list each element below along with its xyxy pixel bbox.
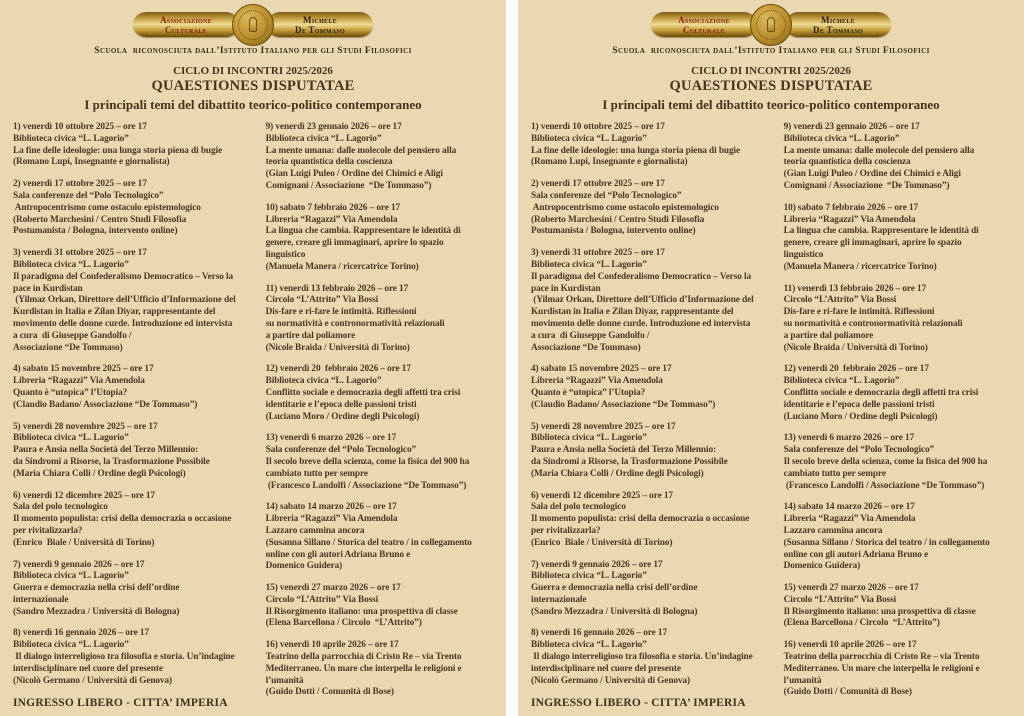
event-text-line: (Yilmaz Orkan, Direttore dell’Ufficio d’Informazione del [13,295,236,306]
founder-banner [267,12,373,37]
event-text-line: Il momento populista: crisi della democrazia o occasione [531,514,750,525]
event-text-line: online con gli autori Adriana Bruno e [265,549,411,560]
event-item [266,364,502,423]
event-text-line: Kurdistan in Italia e Zilan Diyar, rappresentante del [13,307,216,318]
event-item [531,422,771,481]
events-column-right [253,122,502,709]
event-item [531,491,771,550]
event-text-line: Libreria “Ragazzi” Via Amendola [531,376,663,387]
event-text-line: (Claudio Badano/ Associazione “De Tommaso”) [531,399,716,410]
event-text-line: Postumanista / Bologna, intervento online) [531,226,696,237]
event-text-line: La fine delle ideologie: una lunga storia piena di bugie [531,145,741,156]
event-item [13,179,253,238]
event-date-line: 8) venerdì 16 gennaio 2026 – ore 17 [13,628,150,639]
event-text-line: l’umanità [265,675,304,686]
event-text-line: a cura di Giuseppe Gandolfo / [13,330,132,341]
event-text-line: (Romano Lupi, Insegnante e giornalista) [531,157,688,168]
banner-text: Culturale [165,24,207,35]
event-text-line: Comignani / Associazione “De Tommaso”) [265,180,432,191]
event-item [13,122,253,169]
event-date-line: 7) venerdì 9 gennaio 2026 – ore 17 [13,559,145,570]
event-text-line: Sala conferenze del “Polo Tecnologico” [783,445,935,456]
event-text-line: (Susanna Sillano / Storica del teatro / in collegamento [783,537,990,548]
event-text-line: Libreria “Ragazzi” Via Amendola [13,376,145,387]
event-date-line: 2) venerdì 17 ottobre 2025 – ore 17 [13,179,147,190]
event-text-line: Quanto è “utopica” l’Utopia? [531,387,646,398]
event-text-line: Dis-fare e ri-fare le intimità. Riflessioni [265,307,417,318]
event-item [784,583,1020,630]
event-date-line: 3) venerdì 31 ottobre 2025 – ore 17 [13,248,147,259]
event-text-line: Libreria “Ragazzi” Via Amendola [783,214,916,225]
event-item [531,364,771,411]
event-date-line: 13) venerdì 6 marzo 2026 – ore 17 [783,433,915,444]
event-date-line: 11) venerdì 13 febbraio 2026 – ore 17 [783,283,927,294]
seal-figure [249,17,257,32]
event-text-line: Kurdistan in Italia e Zilan Diyar, rappresentante del [531,307,734,318]
event-item [531,560,771,619]
event-item [784,284,1020,355]
series-title: CICLO DI INCONTRI 2025/2026 [173,65,333,77]
event-item [266,502,502,573]
event-text-line: Domenico Guidera) [265,561,343,572]
event-item [784,502,1020,573]
event-date-line: 9) venerdì 23 gennaio 2026 – ore 17 [783,122,920,132]
event-text-line: per rivitalizzarla? [13,525,83,536]
event-text-line: identitarie e l’epoca delle passioni tristi [265,399,417,410]
event-item [531,179,771,238]
event-item [266,433,502,492]
banner-text: Associazione [160,14,212,25]
banner-text: De Tommaso [295,24,345,35]
event-text-line: online con gli autori Adriana Bruno e [783,549,929,560]
event-text-line: Lazzaro cammina ancora [265,525,365,536]
event-text-line: movimento delle donne curde. Introduzione ed intervista [13,318,233,329]
event-text-line: Biblioteca civica “L. Lagorio” [531,259,647,270]
event-text-line: (Nicole Braida / Università di Torino) [265,342,410,353]
event-item [13,560,253,619]
event-text-line: Postumanista / Bologna, intervento online) [13,226,178,237]
event-item [266,284,502,355]
event-text-line: (Roberto Marchesini / Centro Studi Filosofia [13,214,187,225]
flyer-page-right [518,0,1024,716]
event-date-line: 12) venerdì 20 febbraio 2026 – ore 17 [783,364,929,375]
event-text-line: teoria quantistica della coscienza [265,157,393,168]
event-text-line: Mediterraneo. Un mare che interpella le religioni e [265,663,462,674]
banner-text: De Tommaso [813,24,863,35]
event-text-line: a partire dal poliamore [265,330,356,341]
event-text-line: Il dialogo interreligioso tra filosofia e storia. Un’indagine [13,652,235,663]
event-text-line: per rivitalizzarla? [531,525,601,536]
event-text-line: Libreria “Ragazzi” Via Amendola [265,214,398,225]
event-date-line: 13) venerdì 6 marzo 2026 – ore 17 [265,433,397,444]
event-text-line: linguistico [265,249,306,260]
event-text-line: Guerra e democrazia nella crisi dell’ordine [531,583,698,594]
event-text-line: (Claudio Badano/ Associazione “De Tommaso”) [13,399,198,410]
event-text-line: interdisciplinare nel cuore del presente [13,663,163,674]
event-text-line: Circolo “L’Attrito” Via Bossi [783,295,897,306]
event-date-line: 6) venerdì 12 dicembre 2025 – ore 17 [531,490,673,501]
event-text-line: (Roberto Marchesini / Centro Studi Filosofia [531,214,705,225]
event-item [784,433,1020,492]
association-logo [0,0,506,42]
association-banner [651,12,757,37]
events-column-left [13,122,253,709]
event-text-line: internazionale [531,594,587,605]
event-text-line: Antropocentrismo come ostacolo epistemologico [531,202,719,213]
event-text-line: Associazione “De Tommaso) [13,342,123,353]
event-text-line: Libreria “Ragazzi” Via Amendola [783,514,916,525]
event-text-line: (Enrico Biale / Università di Torino) [13,537,155,548]
event-date-line: 5) venerdì 28 novembre 2025 – ore 17 [531,421,676,432]
event-item [266,640,502,699]
event-text-line: Conflitto sociale e democrazia degli affetti tra crisi [265,387,461,398]
event-text-line: (Maria Chiara Colli / Ordine degli Psicologi) [13,468,186,479]
event-text-line: Paura e Ansia nella Società del Terzo Millennio: [531,445,717,456]
event-date-line: 11) venerdì 13 febbraio 2026 – ore 17 [265,283,409,294]
event-text-line: (Elena Barcellona / Circolo “L’Attrito”) [783,618,940,629]
event-text-line: Biblioteca civica “L. Lagorio” [531,571,647,582]
event-text-line: a cura di Giuseppe Gandolfo / [531,330,650,341]
event-text-line: Quanto è “utopica” l’Utopia? [13,387,128,398]
event-text-line: Comignani / Associazione “De Tommaso”) [783,180,950,191]
event-item [13,364,253,411]
event-text-line: Teatrino della parrocchia di Cristo Re – via Trento [265,652,462,663]
event-text-line: (Nicolò Germano / Università di Genova) [13,675,173,686]
association-seal-icon [232,4,274,46]
event-text-line: Il Risorgimento italiano: una prospettiva di classe [265,606,458,617]
event-text-line: (Sandro Mezzadra / Università di Bologna) [531,606,698,617]
event-text-line: La mente umana: dalle molecole del pensiero alla [783,145,975,156]
event-text-line: (Francesco Landolfi / Associazione “De Tommaso”) [783,480,985,491]
event-text-line: genere, creare gli immaginari, aprire lo spazio [783,238,962,249]
event-text-line: cambiato tutto per sempre [783,468,886,479]
events-column-left [531,122,771,709]
event-text-line: Biblioteca civica “L. Lagorio” [265,376,382,387]
event-text-line: genere, creare gli immaginari, aprire lo spazio [265,238,444,249]
event-text-line: Circolo “L’Attrito” Via Bossi [265,295,379,306]
event-text-line: La mente umana: dalle molecole del pensiero alla [265,145,457,156]
event-text-line: (Sandro Mezzadra / Università di Bologna) [13,606,180,617]
event-text-line: da Sindromi a Risorse, la Trasformazione Possibile [13,456,210,467]
event-text-line: su normatività e contronormatività relazionali [783,318,963,329]
event-date-line: 1) venerdì 10 ottobre 2025 – ore 17 [531,122,665,132]
school-recognition-line: Scuola riconosciuta dall’Istituto Italiano per gli Studi Filosofici [94,45,412,56]
flyer-page-left [0,0,506,716]
event-text-line: Biblioteca civica “L. Lagorio” [531,133,647,144]
event-text-line: Libreria “Ragazzi” Via Amendola [265,514,398,525]
event-text-line: Lazzaro cammina ancora [783,525,883,536]
event-text-line: (Luciano Moro / Ordine degli Psicologi) [783,411,938,422]
event-text-line: (Maria Chiara Colli / Ordine degli Psicologi) [531,468,704,479]
event-text-line: Paura e Ansia nella Società del Terzo Millennio: [13,445,199,456]
event-text-line: cambiato tutto per sempre [265,468,368,479]
event-item [266,203,502,274]
event-date-line: 8) venerdì 16 gennaio 2026 – ore 17 [531,628,668,639]
event-text-line: La lingua che cambia. Rappresentare le identità di [783,226,979,237]
event-text-line: Circolo “L’Attrito” Via Bossi [783,594,897,605]
event-text-line: Conflitto sociale e democrazia degli affetti tra crisi [783,387,979,398]
event-text-line: Biblioteca civica “L. Lagorio” [265,133,382,144]
event-text-line: (Luciano Moro / Ordine degli Psicologi) [265,411,420,422]
event-item [13,628,253,687]
event-text-line: Sala conferenze del “Polo Tecnologico” [265,445,417,456]
main-title: QUAESTIONES DISPUTATAE [669,78,873,94]
event-text-line: Biblioteca civica “L. Lagorio” [13,640,129,651]
event-item [531,628,771,687]
event-text-line: (Nicolò Germano / Università di Genova) [531,675,691,686]
event-date-line: 16) venerdì 10 aprile 2026 – ore 17 [783,640,917,651]
association-seal-icon [750,4,792,46]
founder-banner [785,12,891,37]
event-text-line: (Romano Lupi, Insegnante e giornalista) [13,157,170,168]
event-date-line: 2) venerdì 17 ottobre 2025 – ore 17 [531,179,665,190]
event-text-line: Il secolo breve della scienza, come la fisica del 900 ha [783,456,988,467]
event-text-line: pace in Kurdistan [13,283,83,294]
banner-text: Culturale [683,24,725,35]
event-text-line: Biblioteca civica “L. Lagorio” [13,433,129,444]
event-date-line: 4) sabato 15 novembre 2025 – ore 17 [531,364,672,375]
event-text-line: l’umanità [783,675,822,686]
event-text-line: Il momento populista: crisi della democrazia o occasione [13,514,232,525]
event-text-line: Sala del polo tecnologico [531,502,626,513]
event-text-line: identitarie e l’epoca delle passioni tristi [783,399,935,410]
event-text-line: pace in Kurdistan [531,283,601,294]
event-text-line: La fine delle ideologie: una lunga storia piena di bugie [13,145,223,156]
subtitle: I principali temi del dibattito teorico-politico contemporaneo [602,97,940,112]
event-item [784,203,1020,274]
event-text-line: teoria quantistica della coscienza [783,157,911,168]
event-text-line: (Nicole Braida / Università di Torino) [783,342,928,353]
event-date-line: 16) venerdì 10 aprile 2026 – ore 17 [265,640,399,651]
school-recognition-line: Scuola riconosciuta dall’Istituto Italiano per gli Studi Filosofici [612,45,930,56]
events-list [518,113,1024,709]
event-text-line: (Guido Dotti / Comunità di Bose) [265,687,394,698]
event-item [13,422,253,481]
event-date-line: 15) venerdì 27 marzo 2026 – ore 17 [783,583,919,594]
event-text-line: internazionale [13,594,69,605]
event-text-line: Il dialogo interreligioso tra filosofia e storia. Un’indagine [531,652,753,663]
event-text-line: (Manuela Manera / ricercatrice Torino) [265,261,419,272]
event-text-line: linguistico [783,249,824,260]
event-text-line: Guerra e democrazia nella crisi dell’ordine [13,583,180,594]
event-date-line: 1) venerdì 10 ottobre 2025 – ore 17 [13,122,147,132]
footer-note: INGRESSO LIBERO - CITTA’ IMPERIA [531,697,746,709]
event-text-line: (Yilmaz Orkan, Direttore dell’Ufficio d’Informazione del [531,295,754,306]
seal-figure [767,17,775,32]
event-text-line: Il paradigma del Confederalismo Democratico – Verso la [13,271,234,282]
event-text-line: (Elena Barcellona / Circolo “L’Attrito”) [265,618,422,629]
event-text-line: (Guido Dotti / Comunità di Bose) [783,687,912,698]
event-text-line: interdisciplinare nel cuore del presente [531,663,681,674]
event-text-line: Antropocentrismo come ostacolo epistemologico [13,202,201,213]
event-item [266,122,502,193]
event-text-line: (Enrico Biale / Università di Torino) [531,537,673,548]
event-text-line: su normatività e contronormatività relazionali [265,318,445,329]
event-date-line: 10) sabato 7 febbraio 2026 – ore 17 [783,202,919,213]
event-text-line: da Sindromi a Risorse, la Trasformazione Possibile [531,456,728,467]
footer-note: INGRESSO LIBERO - CITTA’ IMPERIA [13,697,228,709]
event-item [531,122,771,169]
seal-ring [756,10,786,40]
event-text-line: Biblioteca civica “L. Lagorio” [783,376,900,387]
event-text-line: Sala del polo tecnologico [13,502,108,513]
event-text-line: Associazione “De Tommaso) [531,342,641,353]
association-logo [518,0,1024,42]
event-text-line: Il secolo breve della scienza, come la fisica del 900 ha [265,456,470,467]
event-text-line: Biblioteca civica “L. Lagorio” [13,133,129,144]
event-text-line: Circolo “L’Attrito” Via Bossi [265,594,379,605]
event-date-line: 5) venerdì 28 novembre 2025 – ore 17 [13,421,158,432]
event-item [784,364,1020,423]
event-text-line: Biblioteca civica “L. Lagorio” [783,133,900,144]
event-text-line: (Susanna Sillano / Storica del teatro / in collegamento [265,537,472,548]
events-column-right [771,122,1020,709]
event-date-line: 4) sabato 15 novembre 2025 – ore 17 [13,364,154,375]
event-date-line: 14) sabato 14 marzo 2026 – ore 17 [783,502,915,513]
event-date-line: 12) venerdì 20 febbraio 2026 – ore 17 [265,364,411,375]
events-list [0,113,506,709]
seal-ring [238,10,268,40]
event-text-line: a partire dal poliamore [783,330,874,341]
event-item [784,640,1020,699]
event-date-line: 15) venerdì 27 marzo 2026 – ore 17 [265,583,401,594]
subtitle: I principali temi del dibattito teorico-politico contemporaneo [84,97,422,112]
association-banner [133,12,239,37]
event-item [13,248,253,354]
series-title: CICLO DI INCONTRI 2025/2026 [691,65,851,77]
event-text-line: movimento delle donne curde. Introduzione ed intervista [531,318,751,329]
event-text-line: (Gian Luigi Puleo / Ordine dei Chimici e Aligi [783,169,961,180]
banner-text: Michele [821,14,855,25]
banner-text: Michele [303,14,337,25]
event-date-line: 14) sabato 14 marzo 2026 – ore 17 [265,502,397,513]
event-text-line: Biblioteca civica “L. Lagorio” [531,433,647,444]
event-date-line: 7) venerdì 9 gennaio 2026 – ore 17 [531,559,663,570]
event-text-line: Biblioteca civica “L. Lagorio” [13,571,129,582]
event-item [13,491,253,550]
event-date-line: 9) venerdì 23 gennaio 2026 – ore 17 [265,122,402,132]
event-text-line: La lingua che cambia. Rappresentare le identità di [265,226,461,237]
event-text-line: Dis-fare e ri-fare le intimità. Riflessioni [783,307,935,318]
event-text-line: Domenico Guidera) [783,561,861,572]
event-text-line: Mediterraneo. Un mare che interpella le religioni e [783,663,980,674]
event-text-line: Teatrino della parrocchia di Cristo Re – via Trento [783,652,980,663]
main-title: QUAESTIONES DISPUTATAE [151,78,355,94]
event-date-line: 10) sabato 7 febbraio 2026 – ore 17 [265,202,401,213]
event-item [266,583,502,630]
event-text-line: (Francesco Landolfi / Associazione “De Tommaso”) [265,480,467,491]
event-text-line: Il Risorgimento italiano: una prospettiva di classe [783,606,976,617]
event-date-line: 6) venerdì 12 dicembre 2025 – ore 17 [13,490,155,501]
event-item [531,248,771,354]
banner-text: Associazione [678,14,730,25]
event-text-line: Biblioteca civica “L. Lagorio” [13,259,129,270]
event-text-line: (Gian Luigi Puleo / Ordine dei Chimici e Aligi [265,169,443,180]
event-text-line: Sala conferenze del “Polo Tecnologico” [531,190,682,201]
event-date-line: 3) venerdì 31 ottobre 2025 – ore 17 [531,248,665,259]
event-item [784,122,1020,193]
event-text-line: Biblioteca civica “L. Lagorio” [531,640,647,651]
event-text-line: (Manuela Manera / ricercatrice Torino) [783,261,937,272]
event-text-line: Sala conferenze del “Polo Tecnologico” [13,190,164,201]
event-text-line: Il paradigma del Confederalismo Democratico – Verso la [531,271,752,282]
